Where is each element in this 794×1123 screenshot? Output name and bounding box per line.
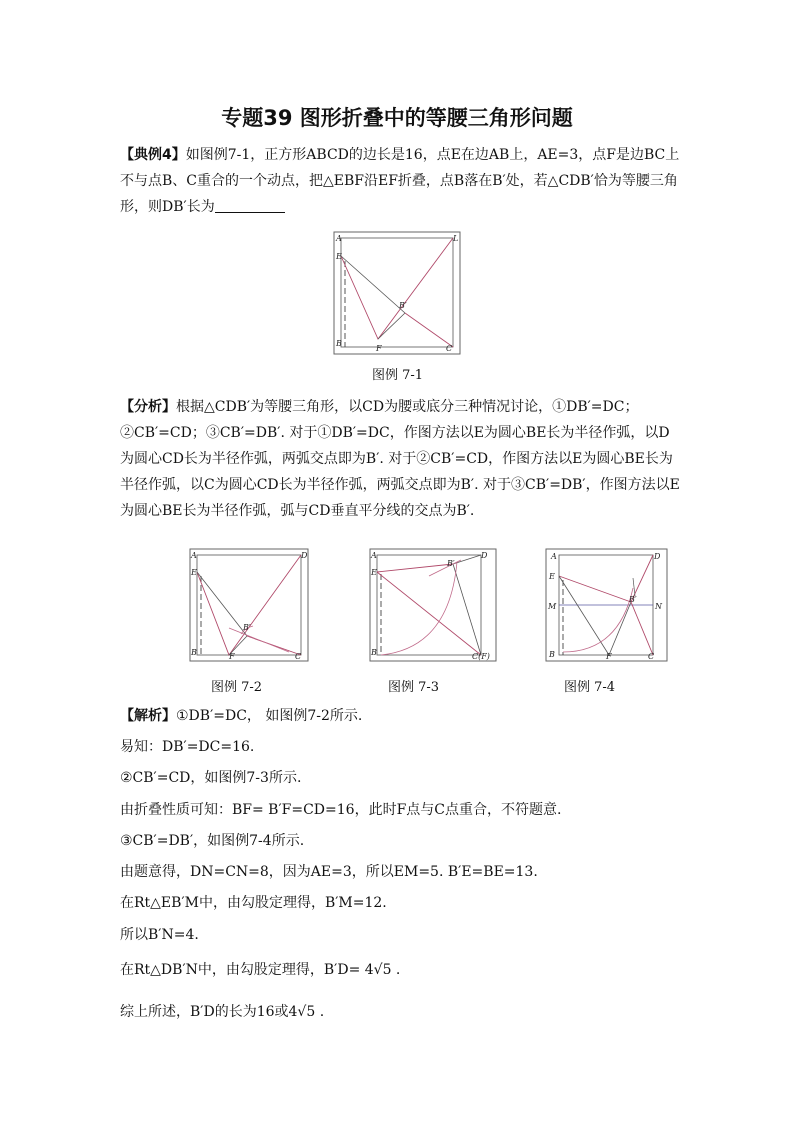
answer-blank bbox=[215, 198, 285, 213]
fig4-label-d: D bbox=[654, 552, 661, 561]
figure-7-2 bbox=[189, 548, 309, 662]
solution-line-6: 由题意得，DN=CN=8，因为AE=3，所以EM=5. B′E=BE=13. bbox=[120, 864, 538, 880]
solution-line-8: 所以B′N=4. bbox=[120, 927, 199, 943]
fig3-caption: 图例 7-3 bbox=[388, 680, 440, 695]
fig3-label-b: B bbox=[371, 648, 377, 657]
figure-7-4 bbox=[545, 548, 668, 662]
fig2-label-a: A bbox=[191, 551, 197, 560]
fig1-label-d: L bbox=[453, 234, 459, 243]
fig2-label-d: D bbox=[301, 551, 308, 560]
solution-line-10: 综上所述，B′D的长为16或4√5 . bbox=[120, 1004, 325, 1020]
fig1-label-c: C bbox=[446, 344, 453, 353]
example-paragraph bbox=[120, 142, 680, 220]
analysis-text: 根据△CDB′为等腰三角形，以CD为腰或底分三种情况讨论，①DB′=DC；②CB′=CD；③CB′=DB′. 对于①DB′=DC，作图方法以E为圆心BE长为半径作弧，以D为圆心CD长为半径作弧，两弧交点即为B′. 对于②CB′=CD，作图方法以E为圆心BE长为半径作弧，以C为圆心CD长为半径作弧，两弧交点即为B′. 对于③CB′=DB′，作图方法以E为圆心BE长为半径作弧，弧与CD垂直平分线的交点为B′. bbox=[120, 399, 680, 519]
fig4-label-m: M bbox=[548, 602, 557, 611]
fig4-label-e: E bbox=[549, 572, 555, 581]
fig4-label-c: C bbox=[648, 652, 655, 661]
fig3-label-bp: B′ bbox=[447, 559, 455, 568]
fig4-label-n: N bbox=[655, 602, 662, 611]
fig4-label-f: F bbox=[606, 652, 612, 661]
fig4-label-a: A bbox=[551, 552, 557, 561]
figure-7-1 bbox=[333, 231, 461, 355]
page-title: 专题39 图形折叠中的等腰三角形问题 bbox=[221, 106, 573, 130]
fig1-label-b: B bbox=[336, 339, 342, 348]
solution-line-3: ②CB′=CD，如图例7-3所示. bbox=[120, 770, 302, 786]
fig2-label-f: F bbox=[229, 652, 235, 661]
fig4-label-b: B bbox=[549, 650, 555, 659]
analysis-tag: 【分析】 bbox=[120, 399, 176, 415]
fig2-label-e: E bbox=[191, 568, 197, 577]
example-tag: 【典例4】 bbox=[120, 147, 186, 163]
fig3-label-a: A bbox=[371, 551, 377, 560]
fig3-label-e: E bbox=[371, 568, 377, 577]
solution-line-4: 由折叠性质可知：BF= B′F=CD=16，此时F点与C点重合，不符题意. bbox=[120, 802, 562, 818]
solution-line-9: 在Rt△DB′N中，由勾股定理得，B′D= 4√5 . bbox=[120, 962, 401, 978]
fig1-label-bp: B′ bbox=[399, 301, 407, 310]
solution-text-1: ①DB′=DC， 如图例7-2所示. bbox=[176, 708, 363, 724]
fig3-label-d: D bbox=[481, 551, 488, 560]
figure-7-3 bbox=[369, 548, 497, 662]
fig2-caption: 图例 7-2 bbox=[211, 680, 263, 695]
fig1-label-a: A bbox=[336, 234, 342, 243]
fig2-label-bp: B′ bbox=[243, 623, 251, 632]
fig2-label-b: B bbox=[191, 648, 197, 657]
example-text: 如图例7-1，正方形ABCD的边长是16，点E在边AB上，AE=3，点F是边BC上不与点B、C重合的一个动点，把△EBF沿EF折叠，点B落在B′处，若△CDB′恰为等腰三角形，则DB′长为 bbox=[120, 147, 680, 215]
fig4-caption: 图例 7-4 bbox=[564, 680, 616, 695]
fig2-label-c: C bbox=[295, 652, 302, 661]
solution-tag: 【解析】 bbox=[120, 708, 176, 724]
fig1-label-e: E bbox=[336, 252, 342, 261]
solution-line-7: 在Rt△EB′M中，由勾股定理得，B′M=12. bbox=[120, 895, 387, 911]
solution-line-1 bbox=[120, 706, 362, 726]
fig1-caption: 图例 7-1 bbox=[372, 368, 424, 383]
solution-line-5: ③CB′=DB′，如图例7-4所示. bbox=[120, 833, 305, 849]
fig1-label-f: F bbox=[376, 344, 382, 353]
analysis-paragraph bbox=[120, 394, 680, 524]
solution-line-2: 易知：DB′=DC=16. bbox=[120, 739, 255, 755]
fig4-label-bp: B′ bbox=[629, 595, 637, 604]
fig3-label-c: C(F) bbox=[472, 652, 490, 661]
